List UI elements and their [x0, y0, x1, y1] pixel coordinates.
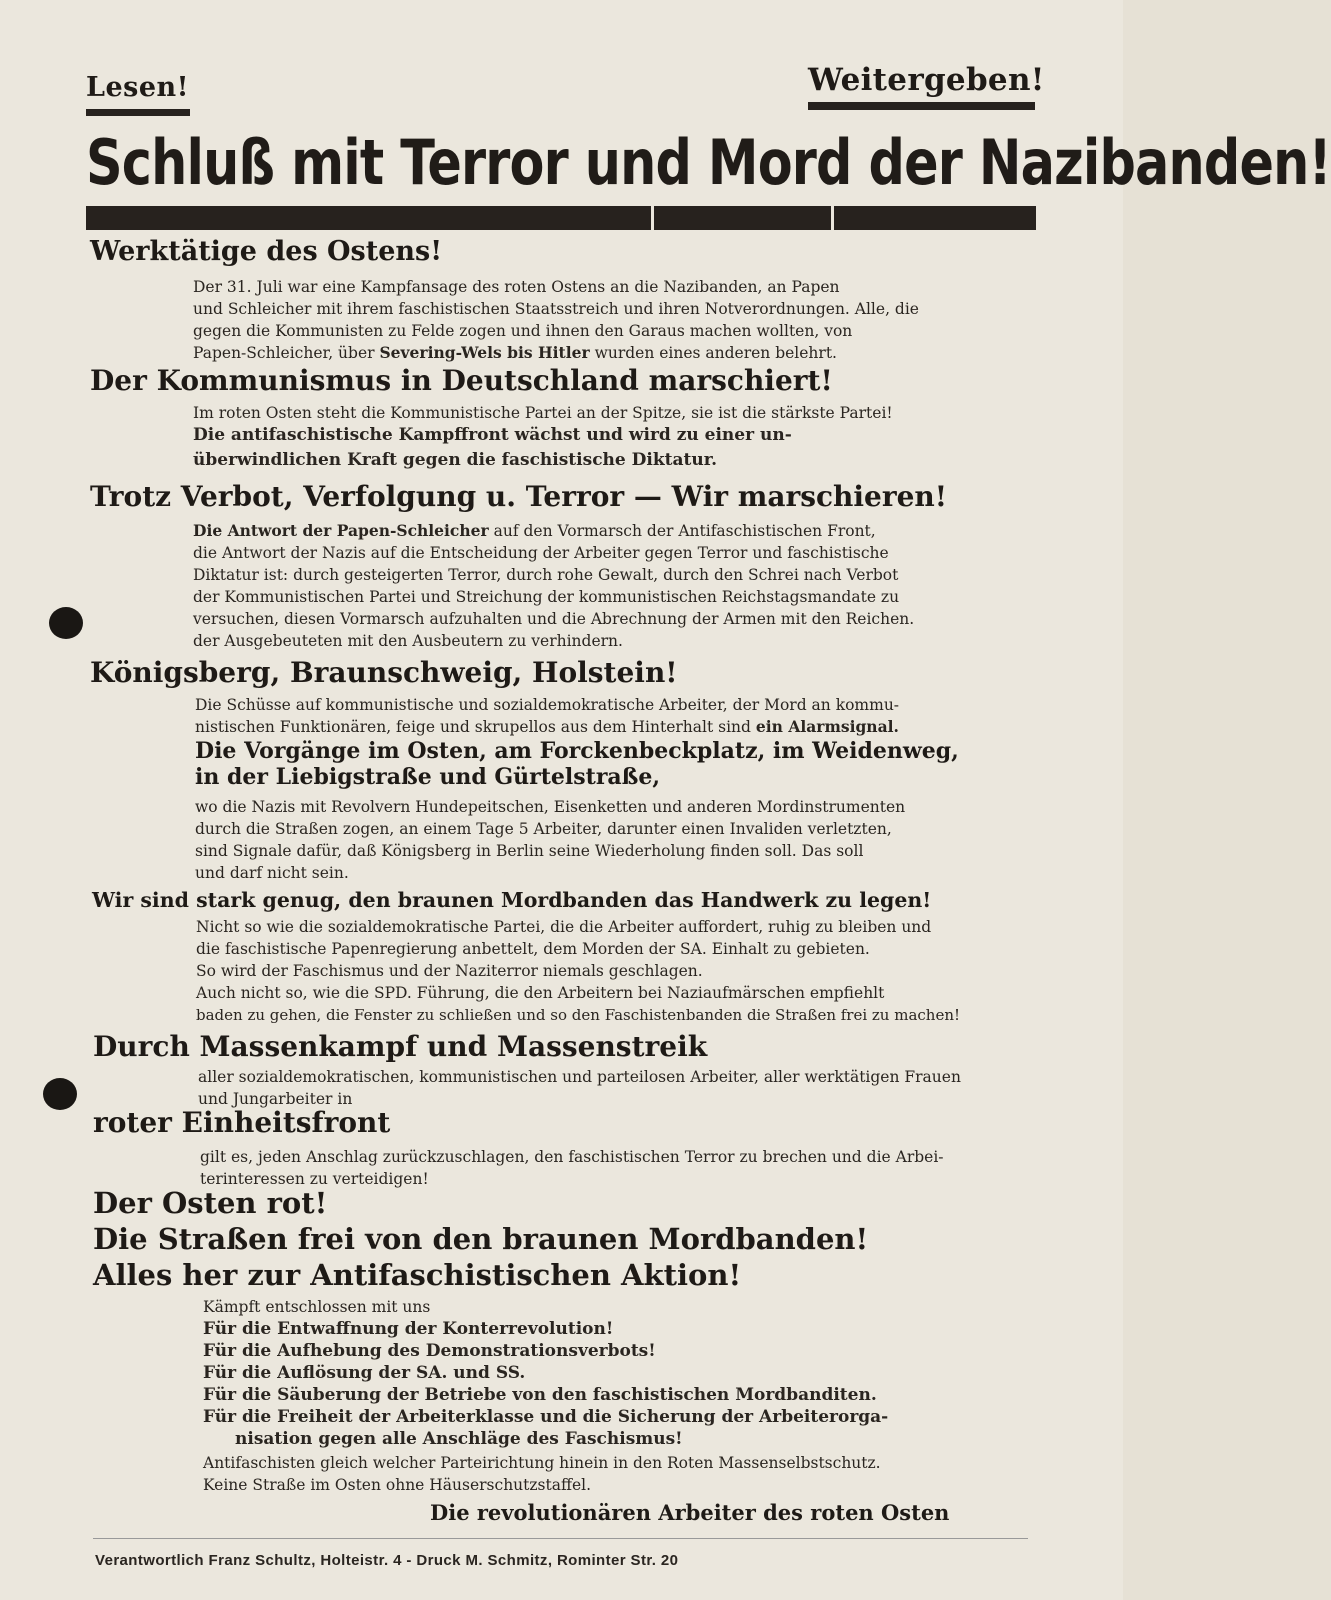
body-text: Papen-Schleicher, über — [193, 344, 380, 362]
punch-hole — [49, 607, 83, 639]
demand-line: nisation gegen alle Anschläge des Faschismus! — [235, 1429, 683, 1449]
footer-rule — [93, 1538, 1028, 1539]
body-line: gilt es, jeden Anschlag zurückzuschlagen, den faschistischen Terror zu brechen und die Arbei- — [200, 1148, 944, 1166]
slogan: Der Osten rot! — [93, 1186, 328, 1220]
body-line: Die Schüsse auf kommunistische und sozialdemokratische Arbeiter, der Mord an kommu- — [195, 696, 900, 714]
body-bold-text: Die Antwort der Papen-Schleicher — [193, 521, 489, 540]
body-line: Der 31. Juli war eine Kampfansage des roten Ostens an die Nazibanden, an Papen — [193, 278, 840, 296]
body-text: nistischen Funktionären, feige und skrupellos aus dem Hinterhalt sind — [195, 718, 756, 736]
body-line: Diktatur ist: durch gesteigerten Terror, durch rohe Gewalt, durch den Schrei nach Verbot — [193, 566, 899, 584]
body-line: Kämpft entschlossen mit uns — [203, 1298, 431, 1316]
demand-line: Für die Aufhebung des Demonstrationsverbots! — [203, 1341, 656, 1361]
body-line: gegen die Kommunisten zu Felde zogen und ihnen den Garaus machen wollten, von — [193, 322, 853, 340]
demand-line: Für die Freiheit der Arbeiterklasse und die Sicherung der Arbeiterorga- — [203, 1407, 889, 1427]
body-text: auf den Vormarsch der Antifaschistischen Front, — [488, 522, 876, 540]
punch-hole — [43, 1078, 77, 1110]
body-line: terinteressen zu verteidigen! — [200, 1170, 429, 1188]
body-line: Nicht so wie die sozialdemokratische Partei, die die Arbeiter auffordert, ruhig zu bleiben und — [196, 918, 932, 936]
body-line: die faschistische Papenregierung anbettelt, dem Morden der SA. Einhalt zu gebieten. — [196, 940, 870, 958]
heading-einheitsfront: roter Einheitsfront — [93, 1106, 391, 1139]
body-line: baden zu gehen, die Fenster zu schließen und so den Faschistenbanden die Straßen frei zu machen! — [196, 1006, 961, 1024]
heading-werktaetige: Werktätige des Ostens! — [90, 236, 443, 267]
slogan: Die Straßen frei von den braunen Mordbanden! — [93, 1222, 869, 1256]
heading-kommunismus: Der Kommunismus in Deutschland marschiert! — [90, 364, 833, 397]
body-line: und Schleicher mit ihrem faschistischen Staatsstreich und ihren Notverordnungen. Alle, die — [193, 300, 919, 318]
body-line — [193, 520, 876, 542]
headline-rule — [86, 206, 1036, 230]
body-line: und Jungarbeiter in — [198, 1090, 353, 1108]
imprint: Verantwortlich Franz Schultz, Holteistr. 4 - Druck M. Schmitz, Rominter Str. 20 — [95, 1552, 679, 1569]
header-pass-on: Weitergeben! — [808, 62, 1045, 98]
header-rule-left — [86, 109, 190, 116]
heading-stark-genug: Wir sind stark genug, den braunen Mordbanden das Handwerk zu legen! — [92, 888, 932, 912]
demand-line: Für die Säuberung der Betriebe von den faschistischen Mordbanditen. — [203, 1385, 877, 1405]
body-line: die Antwort der Nazis auf die Entscheidung der Arbeiter gegen Terror und faschistische — [193, 544, 889, 562]
body-line: der Kommunistischen Partei und Streichung der kommunistischen Reichstagsmandate zu — [193, 588, 900, 606]
body-line: Im roten Osten steht die Kommunistische Partei an der Spitze, sie ist die stärkste Partei! — [193, 404, 893, 422]
body-line: durch die Straßen zogen, an einem Tage 5 Arbeiter, darunter einen Invaliden verletzten, — [195, 820, 892, 838]
demand-line: Für die Auflösung der SA. und SS. — [203, 1363, 526, 1383]
body-line: der Ausgebeuteten mit den Ausbeutern zu verhindern. — [193, 632, 623, 650]
body-bold-line: überwindlichen Kraft gegen die faschistische Diktatur. — [193, 450, 718, 470]
slogan: Alles her zur Antifaschistischen Aktion! — [93, 1258, 742, 1292]
heading-massenkampf: Durch Massenkampf und Massenstreik — [93, 1030, 708, 1063]
body-text: wurden eines anderen belehrt. — [589, 344, 837, 362]
body-bold-text: ein Alarmsignal. — [755, 717, 899, 736]
body-bold-line: Die antifaschistische Kampffront wächst und wird zu einer un- — [193, 425, 792, 445]
body-line: wo die Nazis mit Revolvern Hundepeitschen, Eisenketten und anderen Mordinstrumenten — [195, 798, 906, 816]
body-line: aller sozialdemokratischen, kommunistischen und parteilosen Arbeiter, aller werktätigen Frauen — [198, 1068, 961, 1086]
header-rule-right — [808, 102, 1035, 110]
body-line: und darf nicht sein. — [195, 864, 349, 882]
body-line: Keine Straße im Osten ohne Häuserschutzstaffel. — [203, 1476, 592, 1494]
body-line — [193, 342, 837, 364]
demand-line: Für die Entwaffnung der Konterrevolution! — [203, 1319, 614, 1339]
headline: Schluß mit Terror und Mord der Nazibanden! — [86, 126, 1331, 199]
body-line: sind Signale dafür, daß Königsberg in Berlin seine Wiederholung finden soll. Das soll — [195, 842, 864, 860]
subheading-vorgaenge: Die Vorgänge im Osten, am Forckenbeckplatz, im Weidenweg, — [195, 738, 959, 764]
header-read: Lesen! — [86, 72, 190, 103]
body-line: Antifaschisten gleich welcher Parteirichtung hinein in den Roten Massenselbstschutz. — [203, 1454, 881, 1472]
heading-koenigsberg: Königsberg, Braunschweig, Holstein! — [90, 656, 678, 689]
body-line — [195, 716, 899, 738]
heading-trotz-verbot: Trotz Verbot, Verfolgung u. Terror — Wir marschieren! — [90, 480, 948, 513]
subheading-liebigstrasse: in der Liebigstraße und Gürtelstraße, — [195, 764, 661, 790]
body-line: versuchen, diesen Vormarsch aufzuhalten und die Abrechnung der Armen mit den Reichen. — [193, 610, 915, 628]
body-line: Auch nicht so, wie die SPD. Führung, die den Arbeitern bei Naziaufmärschen empfiehlt — [196, 984, 885, 1002]
body-line: So wird der Faschismus und der Naziterror niemals geschlagen. — [196, 962, 703, 980]
signature: Die revolutionären Arbeiter des roten Osten — [430, 1500, 950, 1525]
body-bold-text: Severing-Wels bis Hitler — [379, 343, 590, 362]
